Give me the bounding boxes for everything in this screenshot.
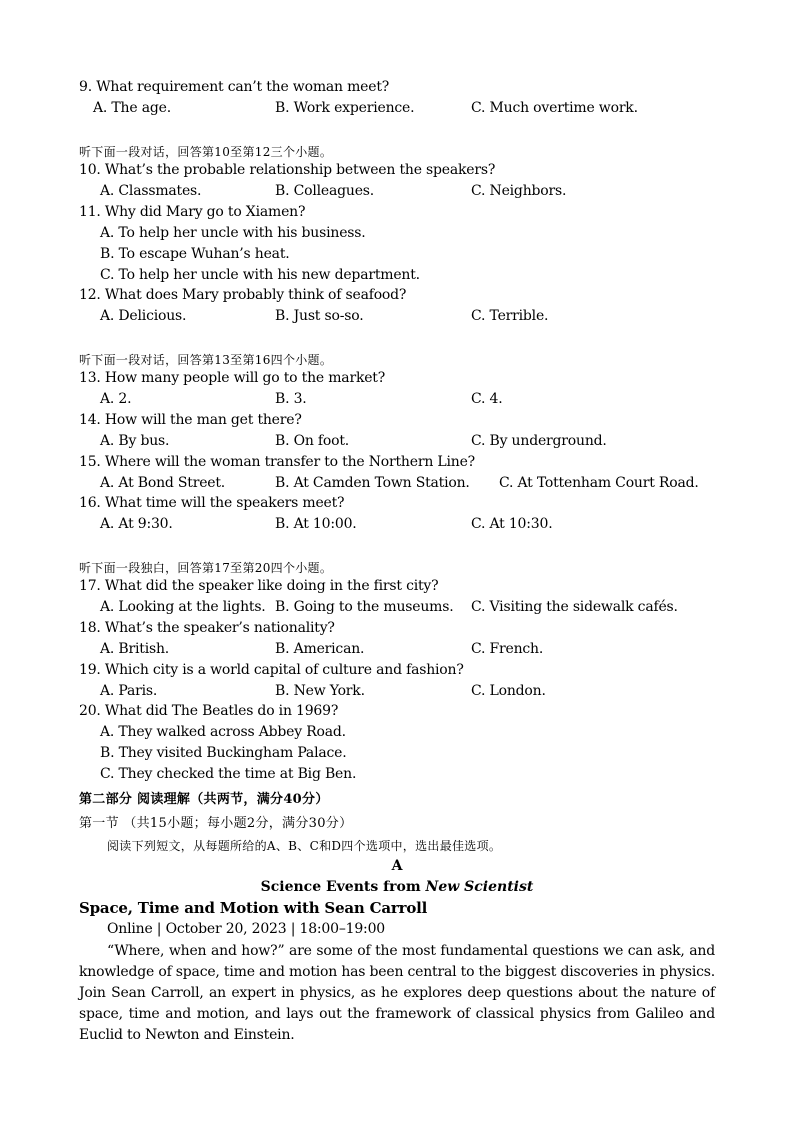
question-17-option-b: B. Going to the museums.	[275, 599, 454, 615]
question-13-option-b: B. 3.	[275, 391, 307, 407]
question-18-stem: 18. What’s the speaker’s nationality?	[79, 620, 335, 636]
question-20-option-c: C. They checked the time at Big Ben.	[100, 766, 357, 782]
question-15-option-c: C. At Tottenham Court Road.	[499, 475, 699, 491]
passage-letter: A	[391, 858, 403, 874]
question-16-option-b: B. At 10:00.	[275, 516, 357, 532]
question-17-option-c: C. Visiting the sidewalk cafés.	[471, 599, 678, 615]
passage-title-italic: New Scientist	[425, 879, 534, 895]
question-11-option-a: A. To help her uncle with his business.	[100, 225, 366, 241]
question-18-option-b: B. American.	[275, 641, 365, 657]
question-9-option-c: C. Much overtime work.	[471, 100, 638, 116]
section-1-title: 第一节 （共15小题；每小题2分，满分30分）	[79, 816, 353, 831]
event-title: Space, Time and Motion with Sean Carroll	[79, 899, 428, 917]
question-18-option-a: A. British.	[100, 641, 170, 657]
question-10-option-a: A. Classmates.	[100, 183, 202, 199]
question-13-stem: 13. How many people will go to the market?	[79, 370, 386, 386]
question-20-option-b: B. They visited Buckingham Palace.	[100, 745, 347, 761]
instruction-10-12: 听下面一段对话，回答第10至第12三个小题。	[79, 145, 333, 159]
question-14-option-a: A. By bus.	[100, 433, 170, 449]
question-9-option-b: B. Work experience.	[275, 100, 415, 116]
section-1-instruction: 阅读下列短文，从每题所给的A、B、C和D四个选项中，选出最佳选项。	[107, 839, 502, 853]
question-13-option-a: A. 2.	[100, 391, 132, 407]
question-13-option-c: C. 4.	[471, 391, 503, 407]
passage-title	[0, 879, 794, 895]
question-15-option-a: A. At Bond Street.	[100, 475, 226, 491]
question-20-stem: 20. What did The Beatles do in 1969?	[79, 703, 339, 719]
question-19-stem: 19. Which city is a world capital of culture and fashion?	[79, 662, 464, 678]
part-2-title: 第二部分 阅读理解（共两节，满分40分）	[79, 792, 329, 807]
question-9-option-a: A. The age.	[93, 100, 171, 116]
question-16-option-c: C. At 10:30.	[471, 516, 553, 532]
instruction-13-16: 听下面一段对话，回答第13至第16四个小题。	[79, 353, 333, 367]
question-17-option-a: A. Looking at the lights.	[100, 599, 266, 615]
event-description: “Where, when and how?” are some of the most fundamental questions we can ask, and knowledge of space, time and motion has been central to the biggest discoveries in physics. Join Sean Carroll, an expert in physics, as he explores deep questions about the nature of space, time and motion, and lays out the framework of classical physics from Galileo and Euclid to Newton and Einstein.	[79, 943, 715, 1043]
question-10-option-b: B. Colleagues.	[275, 183, 375, 199]
question-15-option-b: B. At Camden Town Station.	[275, 475, 470, 491]
passage-title-prefix: Science Events from	[260, 879, 426, 895]
question-16-stem: 16. What time will the speakers meet?	[79, 495, 345, 511]
event-info: Online | October 20, 2023 | 18:00–19:00	[107, 921, 385, 937]
question-12-option-a: A. Delicious.	[100, 308, 187, 324]
question-11-option-b: B. To escape Wuhan’s heat.	[100, 246, 290, 262]
question-12-option-b: B. Just so-so.	[275, 308, 364, 324]
question-19-option-a: A. Paris.	[100, 683, 158, 699]
question-10-stem: 10. What’s the probable relationship between the speakers?	[79, 162, 496, 178]
question-10-option-c: C. Neighbors.	[471, 183, 567, 199]
question-14-option-c: C. By underground.	[471, 433, 607, 449]
question-12-stem: 12. What does Mary probably think of seafood?	[79, 287, 407, 303]
question-20-option-a: A. They walked across Abbey Road.	[100, 724, 346, 740]
question-9-stem: 9. What requirement can’t the woman meet?	[79, 79, 390, 95]
question-12-option-c: C. Terrible.	[471, 308, 549, 324]
question-11-stem: 11. Why did Mary go to Xiamen?	[79, 204, 306, 220]
question-19-option-b: B. New York.	[275, 683, 365, 699]
question-14-option-b: B. On foot.	[275, 433, 350, 449]
question-19-option-c: C. London.	[471, 683, 546, 699]
question-11-option-c: C. To help her uncle with his new department.	[100, 267, 420, 283]
question-17-stem: 17. What did the speaker like doing in the first city?	[79, 578, 439, 594]
question-16-option-a: A. At 9:30.	[100, 516, 173, 532]
instruction-17-20: 听下面一段独白，回答第17至第20四个小题。	[79, 561, 333, 575]
question-18-option-c: C. French.	[471, 641, 544, 657]
question-15-stem: 15. Where will the woman transfer to the Northern Line?	[79, 454, 475, 470]
question-14-stem: 14. How will the man get there?	[79, 412, 302, 428]
